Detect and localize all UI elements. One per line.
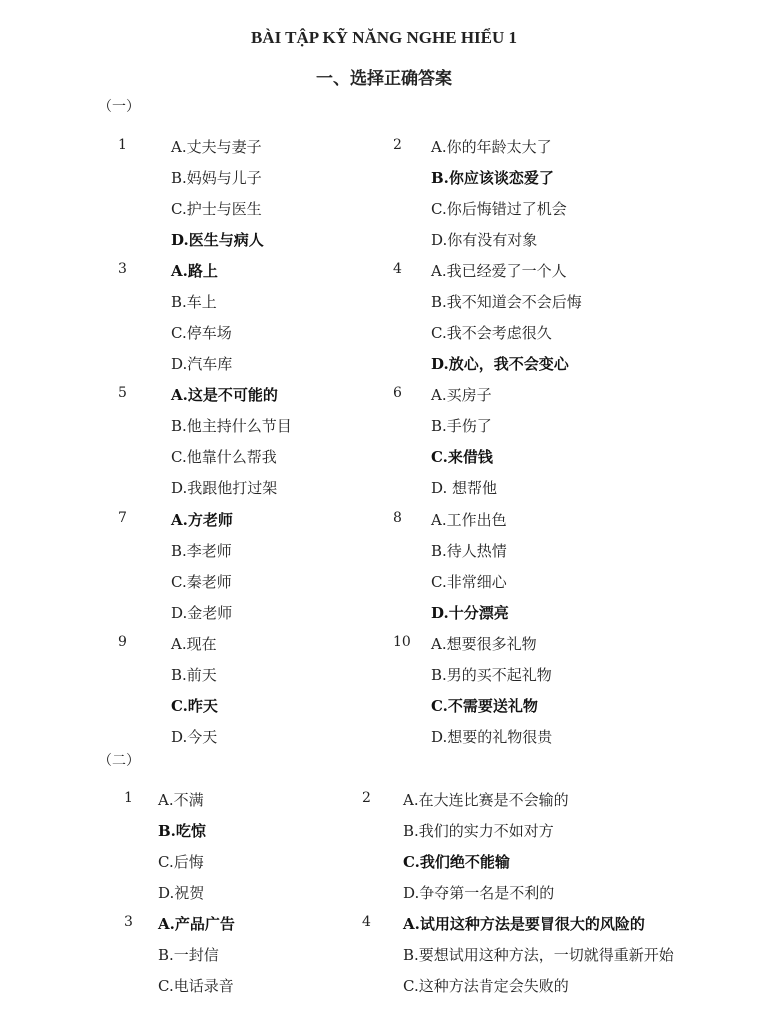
answer-option: A.想要很多礼物 [431,635,537,653]
question-number: 5 [118,385,127,401]
answer-option: A.在大连比赛是不会输的 [403,791,569,809]
answer-option-correct: C.来借钱 [431,448,493,466]
question-number: 4 [393,261,402,277]
section-heading: 一、选择正确答案 [316,69,452,89]
question-number: 2 [393,137,402,153]
answer-option: D.金老师 [171,604,233,622]
answer-option: B.他主持什么节目 [171,417,292,435]
question-number: 9 [118,634,127,650]
answer-option: D. 想帮他 [431,479,498,497]
answer-option-correct: B.你应该谈恋爱了 [431,169,554,187]
question-number: 3 [118,261,127,277]
answer-option-correct: C.昨天 [171,697,218,715]
answer-option: C.电话录音 [158,977,234,995]
answer-option: A.买房子 [431,386,492,404]
answer-option: A.不满 [158,791,204,809]
question-number: 8 [393,510,402,526]
answer-option: B.一封信 [158,946,219,964]
question-number: 7 [118,510,127,526]
question-number: 6 [393,385,402,401]
answer-option-correct: A.试用这种方法是要冒很大的风险的 [403,915,645,933]
answer-option-correct: C.我们绝不能输 [403,853,510,871]
answer-option: B.车上 [171,293,217,311]
answer-option: D.想要的礼物很贵 [431,728,553,746]
answer-option: C.护士与医生 [171,200,262,218]
answer-option: B.要想试用这种方法，一切就得重新开始 [403,946,674,964]
answer-option-correct: D.放心，我不会变心 [431,355,569,373]
answer-option: C.停车场 [171,324,232,342]
answer-option-correct: D.医生与病人 [171,231,264,249]
part-one-label: （一） [98,99,140,115]
answer-option: B.男的买不起礼物 [431,666,552,684]
answer-option: D.今天 [171,728,218,746]
answer-option: B.妈妈与儿子 [171,169,262,187]
question-number: 1 [118,137,127,153]
answer-option: A.你的年龄太大了 [431,138,552,156]
question-number: 4 [362,914,371,930]
answer-option: B.我不知道会不会后悔 [431,293,582,311]
answer-option: A.我已经爱了一个人 [431,262,567,280]
answer-option: B.待人热情 [431,542,507,560]
question-number: 2 [362,790,371,806]
answer-option-correct: D.十分漂亮 [431,604,509,622]
answer-option: B.手伤了 [431,417,492,435]
answer-option: B.前天 [171,666,217,684]
question-number: 3 [124,914,133,930]
answer-option: C.他靠什么帮我 [171,448,277,466]
answer-option-correct: A.产品广告 [158,915,235,933]
document-title: BÀI TẬP KỸ NĂNG NGHE HIỂU 1 [250,28,518,47]
answer-option: B.我们的实力不如对方 [403,822,554,840]
answer-option: C.我不会考虑很久 [431,324,552,342]
answer-option-correct: A.方老师 [171,511,233,529]
answer-option-correct: A.路上 [171,262,218,280]
answer-option-correct: B.吃惊 [158,822,206,840]
answer-option: D.祝贺 [158,884,205,902]
answer-option: B.李老师 [171,542,232,560]
answer-option: D.汽车库 [171,355,233,373]
answer-option: C.这种方法肯定会失败的 [403,977,569,995]
answer-option: A.工作出色 [431,511,507,529]
answer-option: A.丈夫与妻子 [171,138,262,156]
answer-option-correct: A.这是不可能的 [171,386,278,404]
part-two-label: （二） [98,753,140,769]
question-number: 10 [393,634,411,650]
answer-option: D.争夺第一名是不利的 [403,884,555,902]
answer-option: C.后悔 [158,853,204,871]
answer-option: C.非常细心 [431,573,507,591]
answer-option-correct: C.不需要送礼物 [431,697,538,715]
question-number: 1 [124,790,133,806]
answer-option: A.现在 [171,635,217,653]
answer-option: D.我跟他打过架 [171,479,278,497]
answer-option: D.你有没有对象 [431,231,538,249]
answer-option: C.秦老师 [171,573,232,591]
answer-option: C.你后悔错过了机会 [431,200,567,218]
